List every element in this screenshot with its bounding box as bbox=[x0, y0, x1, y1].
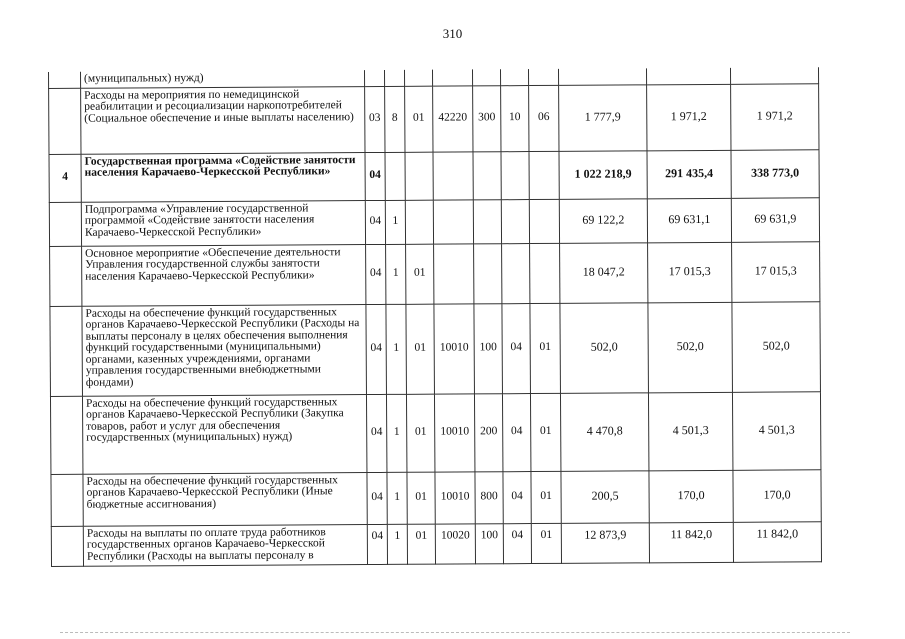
table-row bbox=[51, 521, 821, 566]
subprogram-code: 1 bbox=[387, 524, 407, 564]
direction-code bbox=[433, 199, 473, 243]
section-code: 04 bbox=[503, 471, 531, 523]
subprogram-code bbox=[384, 70, 404, 86]
sum-1: 1 777,9 bbox=[559, 84, 647, 151]
event-code bbox=[405, 152, 433, 200]
section-code: 04 bbox=[503, 523, 531, 563]
sum-3: 170,0 bbox=[733, 469, 821, 522]
row-index bbox=[51, 526, 83, 566]
program-code bbox=[364, 70, 384, 86]
expense-type-code bbox=[473, 199, 501, 243]
direction-code bbox=[433, 151, 473, 199]
program-code: 04 bbox=[365, 152, 385, 200]
event-code bbox=[404, 70, 432, 86]
sum-1: 18 047,2 bbox=[560, 242, 648, 303]
row-description: Расходы на мероприятия по немедицинской реабилитации и ресоциализации наркопотребителей (Социальное обеспечение и иные выплаты населению) bbox=[81, 86, 365, 154]
program-code: 04 bbox=[365, 200, 385, 244]
sum-2: 17 015,3 bbox=[648, 242, 732, 303]
row-description: Расходы на выплаты по оплате труда работников государственных органов Карачаево-Черкесской Республики (Расходы на выплаты персоналу в bbox=[83, 524, 367, 566]
sum-1: 1 022 218,9 bbox=[559, 150, 647, 199]
event-code bbox=[405, 200, 433, 244]
subsection-code: 01 bbox=[530, 393, 560, 471]
event-code: 01 bbox=[406, 244, 434, 304]
subprogram-code bbox=[385, 152, 405, 200]
sum-1: 69 122,2 bbox=[559, 198, 647, 243]
direction-code: 10010 bbox=[434, 303, 475, 393]
direction-code: 10020 bbox=[435, 523, 475, 563]
expense-type-code: 800 bbox=[475, 471, 503, 523]
table-row bbox=[49, 197, 819, 246]
sum-3: 1 971,2 bbox=[731, 83, 819, 150]
program-code: 04 bbox=[366, 394, 386, 472]
page-number: 310 bbox=[442, 26, 463, 41]
subprogram-code: 1 bbox=[386, 244, 406, 304]
subsection-code: 06 bbox=[529, 85, 559, 151]
event-code: 01 bbox=[406, 304, 435, 394]
row-index bbox=[50, 246, 82, 306]
expense-type-code bbox=[473, 151, 501, 199]
table-row bbox=[49, 149, 819, 202]
subsection-code: 01 bbox=[531, 471, 561, 523]
subsection-code bbox=[529, 151, 559, 199]
table-row bbox=[49, 83, 819, 154]
program-code: 03 bbox=[365, 86, 385, 152]
program-code: 04 bbox=[367, 472, 387, 524]
sum-1 bbox=[558, 68, 646, 85]
event-code: 01 bbox=[407, 472, 435, 524]
sum-1: 502,0 bbox=[560, 302, 649, 393]
sum-2: 291 435,4 bbox=[647, 150, 731, 199]
program-code: 04 bbox=[366, 244, 386, 304]
event-code: 01 bbox=[407, 524, 435, 564]
row-index bbox=[49, 88, 81, 154]
event-code: 01 bbox=[406, 394, 434, 472]
row-description: Государственная программа «Содействие занятости населения Карачаево-Черкесской Республики» bbox=[81, 152, 365, 202]
table-row bbox=[50, 391, 820, 474]
subprogram-code: 1 bbox=[387, 472, 407, 524]
subsection-code: 01 bbox=[530, 303, 561, 393]
row-index bbox=[50, 396, 82, 474]
sum-2 bbox=[646, 68, 730, 85]
program-code: 04 bbox=[366, 304, 387, 394]
row-description: Подпрограмма «Управление государственной программой «Содействие занятости населения Карачаево-Черкесской Республики» bbox=[81, 200, 365, 246]
subsection-code bbox=[530, 243, 560, 303]
budget-table bbox=[48, 67, 822, 566]
sum-3: 4 501,3 bbox=[732, 391, 820, 470]
section-code: 10 bbox=[501, 85, 529, 151]
direction-code: 10010 bbox=[434, 393, 474, 471]
expense-type-code: 100 bbox=[474, 303, 503, 393]
row-index bbox=[48, 72, 80, 88]
table-row bbox=[51, 469, 821, 526]
sum-3: 69 631,9 bbox=[731, 197, 819, 242]
subsection-code bbox=[528, 69, 558, 85]
event-code: 01 bbox=[405, 86, 433, 152]
sum-2: 4 501,3 bbox=[648, 392, 732, 471]
row-index: 4 bbox=[49, 154, 81, 202]
sum-1: 4 470,8 bbox=[560, 392, 648, 471]
table-row bbox=[50, 301, 821, 396]
section-code: 04 bbox=[502, 303, 531, 393]
sum-3: 502,0 bbox=[732, 301, 821, 392]
budget-table-wrapper bbox=[48, 67, 822, 566]
subsection-code bbox=[529, 199, 559, 243]
expense-type-code bbox=[472, 69, 500, 85]
sum-3: 17 015,3 bbox=[732, 241, 820, 302]
subprogram-code: 1 bbox=[386, 394, 406, 472]
row-description: Расходы на обеспечение функций государственных органов Карачаево-Черкесской Республики (Расходы на выплаты персоналу в целях обеспечения выполнения функций государственными (муниципальными) органами, казенных учреждениями, органами управления государственными внебюджетными фондами) bbox=[82, 304, 367, 396]
sum-2: 170,0 bbox=[649, 470, 733, 523]
subprogram-code: 1 bbox=[385, 200, 405, 244]
sum-2: 502,0 bbox=[648, 302, 733, 393]
page-bottom-divider bbox=[60, 632, 850, 633]
section-code bbox=[501, 199, 529, 243]
direction-code bbox=[434, 243, 474, 303]
sum-3: 338 773,0 bbox=[731, 149, 819, 198]
expense-type-code: 100 bbox=[475, 523, 503, 563]
subprogram-code: 1 bbox=[386, 304, 407, 394]
section-code bbox=[500, 69, 528, 85]
sum-2: 11 842,0 bbox=[649, 522, 733, 563]
sum-3: 11 842,0 bbox=[733, 521, 821, 562]
row-description: (муниципальных) нужд) bbox=[80, 70, 364, 88]
section-code bbox=[502, 243, 530, 303]
sum-3 bbox=[730, 67, 818, 84]
row-index bbox=[50, 306, 83, 396]
row-index bbox=[51, 474, 83, 526]
subprogram-code: 8 bbox=[385, 86, 405, 152]
expense-type-code: 200 bbox=[474, 393, 502, 471]
program-code: 04 bbox=[367, 524, 387, 564]
table-row bbox=[50, 241, 820, 306]
row-description: Расходы на обеспечение функций государственных органов Карачаево-Черкесской Республики (Иные бюджетные ассигнования) bbox=[83, 472, 367, 526]
sum-1: 200,5 bbox=[561, 470, 649, 523]
direction-code: 10010 bbox=[435, 471, 475, 523]
sum-1: 12 873,9 bbox=[561, 522, 649, 563]
direction-code: 42220 bbox=[433, 85, 473, 151]
expense-type-code bbox=[474, 243, 502, 303]
subsection-code: 01 bbox=[531, 523, 561, 563]
direction-code bbox=[432, 69, 472, 85]
section-code bbox=[501, 151, 529, 199]
sum-2: 69 631,1 bbox=[647, 198, 731, 243]
sum-2: 1 971,2 bbox=[647, 84, 731, 151]
section-code: 04 bbox=[502, 393, 530, 471]
row-index bbox=[49, 202, 81, 246]
expense-type-code: 300 bbox=[473, 85, 501, 151]
row-description: Основное мероприятие «Обеспечение деятельности Управления государственной службы занятости населения Карачаево-Черкесской Республики» bbox=[82, 244, 366, 306]
row-description: Расходы на обеспечение функций государственных органов Карачаево-Черкесской Республики (Закупка товаров, работ и услуг для обеспечения государственных (муниципальных) нужд) bbox=[82, 394, 366, 474]
